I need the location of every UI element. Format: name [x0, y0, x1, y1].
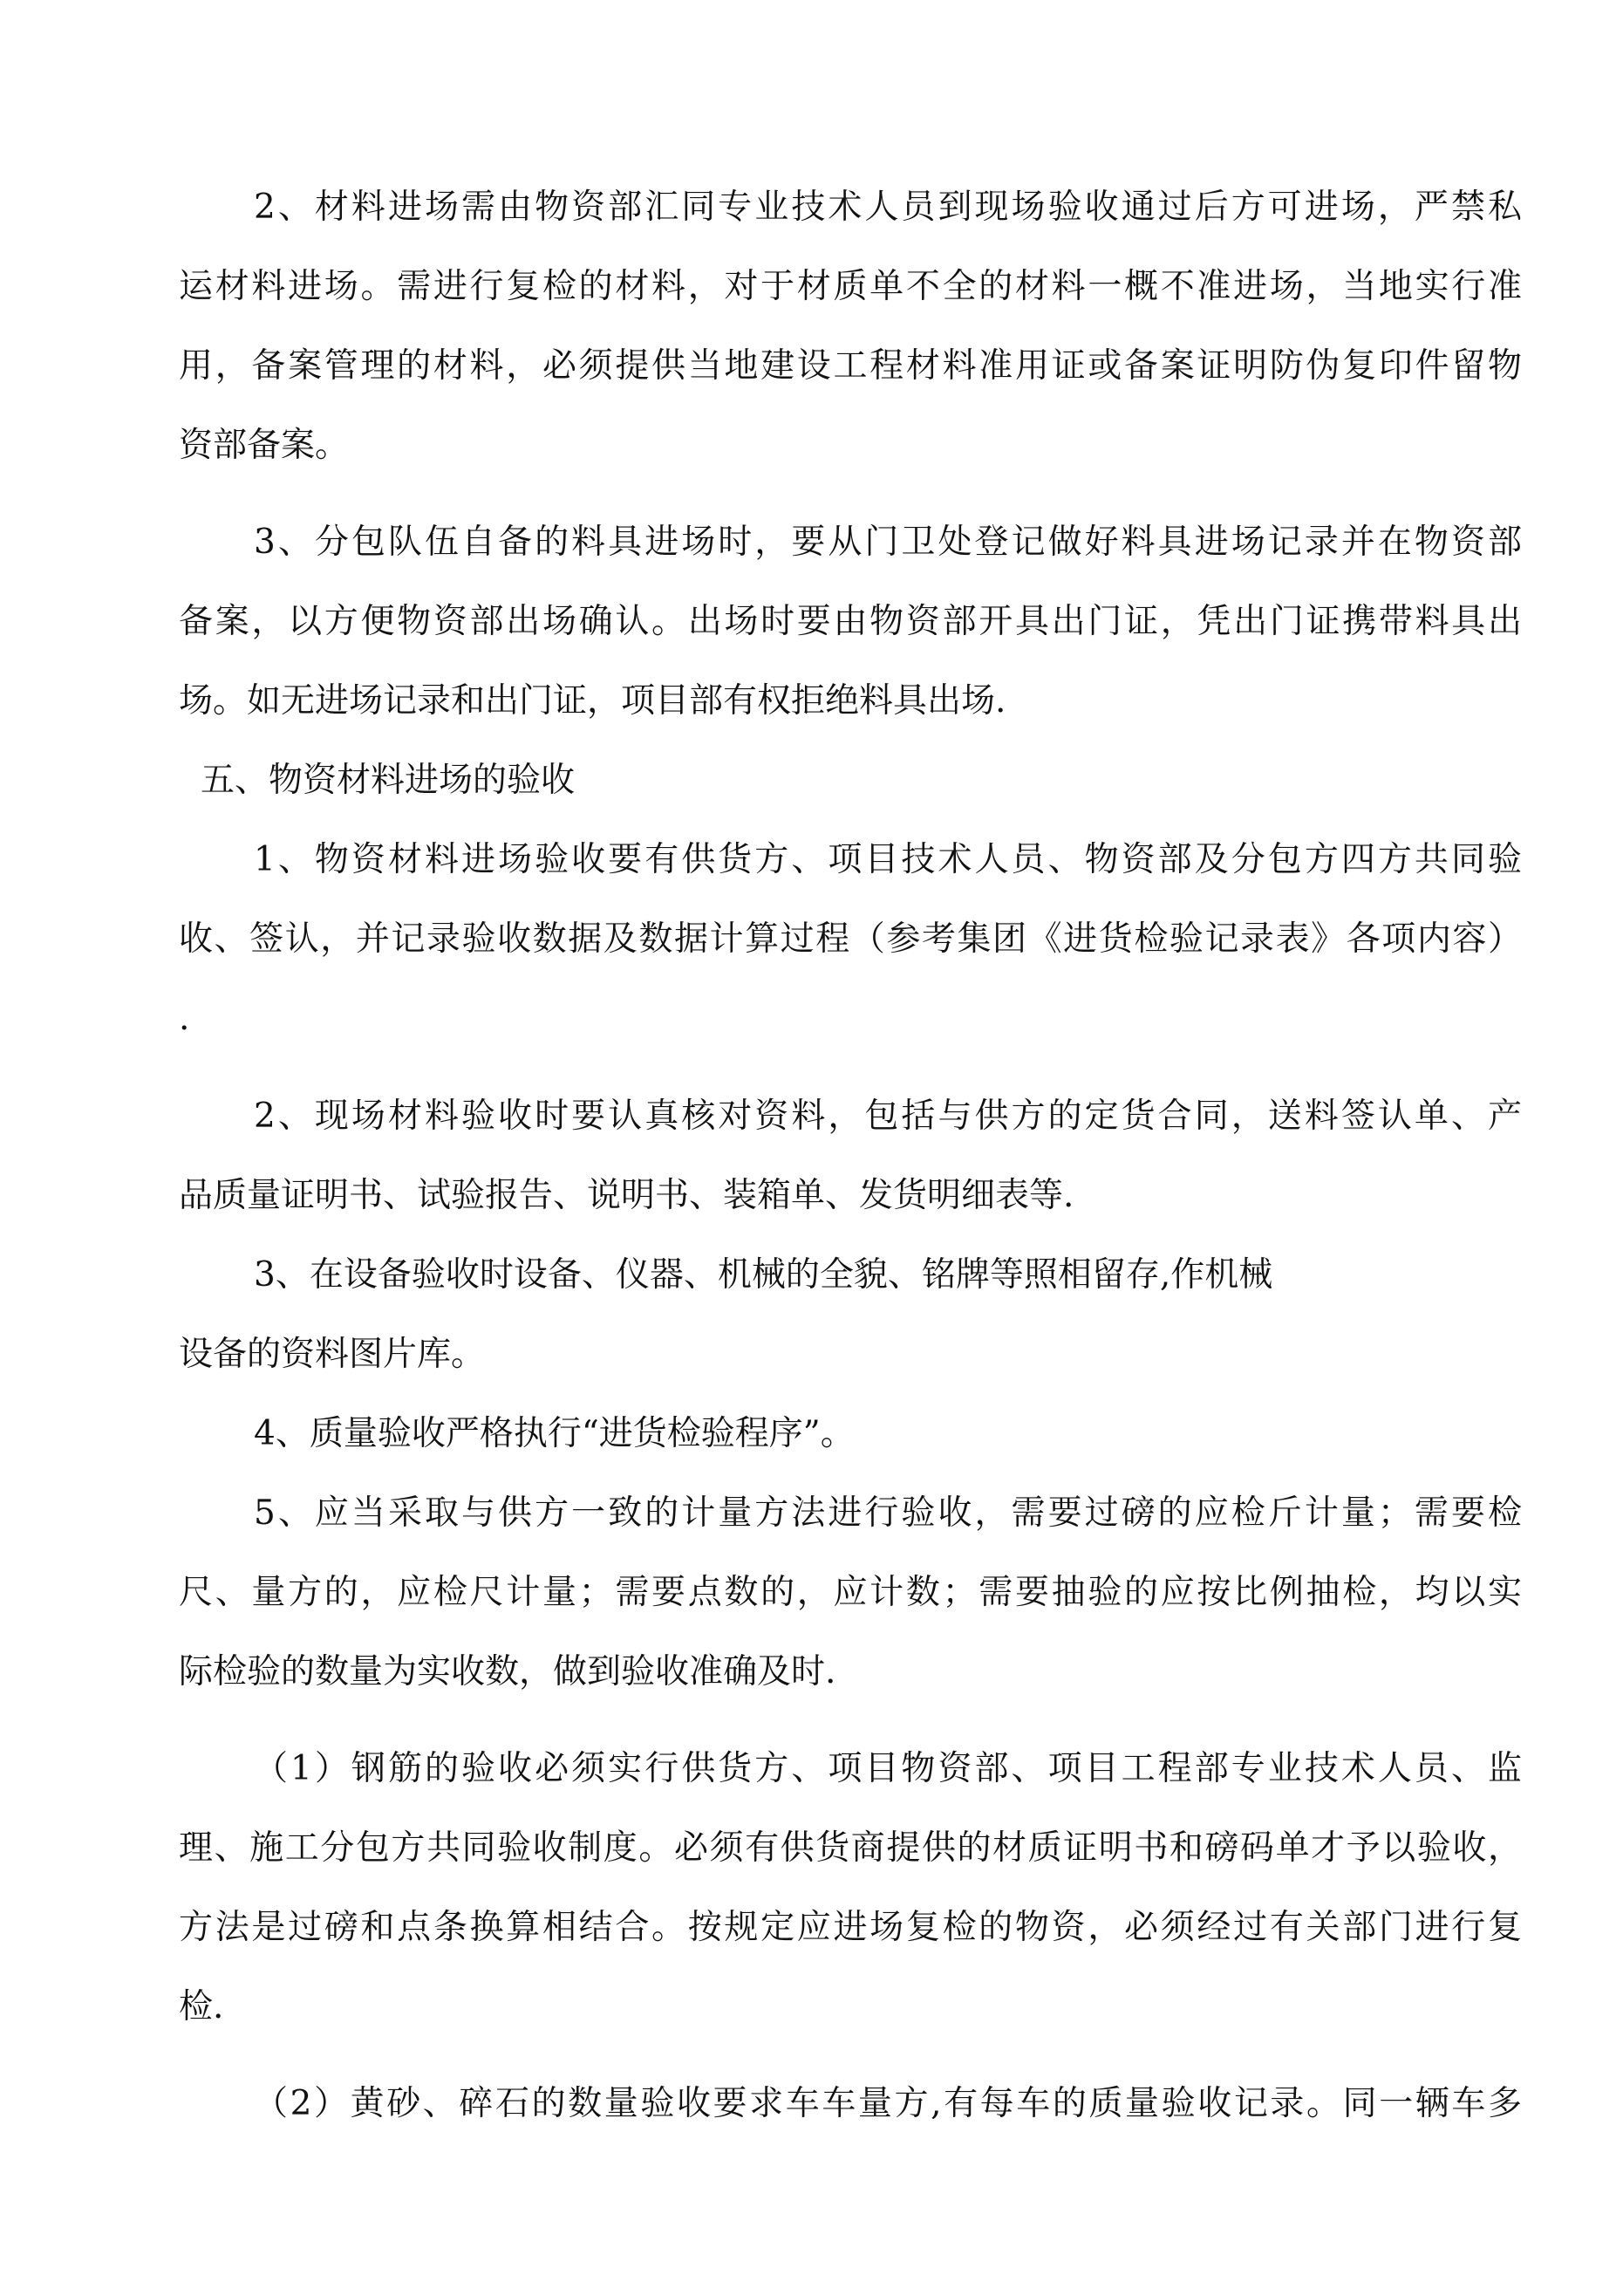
- section-item-1-line-3: .: [179, 999, 190, 1038]
- section-item-3-line-1: 3、在设备验收时设备、仪器、机械的全貌、铭牌等照相留存,作机械: [254, 1255, 1273, 1295]
- subitem-1-line-1: （1）钢筋的验收必须实行供货方、项目物资部、项目工程部专业技术人员、监: [254, 1749, 1522, 1788]
- subitem-1-line-2: 理、施工分包方共同验收制度。必须有供货商提供的材质证明书和磅码单才予以验收，: [179, 1828, 1522, 1868]
- paragraph-2-line-1: 2、材料进场需由物资部汇同专业技术人员到现场验收通过后方可进场，严禁私: [254, 188, 1522, 227]
- section-item-1-line-2: 收、签认，并记录验收数据及数据计算过程（参考集团《进货检验记录表》各项内容）: [179, 919, 1522, 959]
- subitem-1-line-3: 方法是过磅和点条换算相结合。按规定应进场复检的物资，必须经过有关部门进行复: [179, 1908, 1522, 1947]
- section-item-4-line-1: 4、质量验收严格执行“进货检验程序”。: [254, 1414, 855, 1453]
- section-item-1-line-1: 1、物资材料进场验收要有供货方、项目技术人员、物资部及分包方四方共同验: [254, 840, 1522, 879]
- section-item-2-line-1: 2、现场材料验收时要认真核对资料，包括与供方的定货合同，送料签认单、产: [254, 1097, 1522, 1136]
- section-item-5-line-2: 尺、量方的，应检尺计量；需要点数的，应计数；需要抽验的应按比例抽检，均以实: [179, 1573, 1522, 1612]
- section-item-3-line-2: 设备的资料图片库。: [179, 1335, 486, 1374]
- subitem-2-line-1: （2）黄砂、碎石的数量验收要求车车量方,有每车的质量验收记录。同一辆车多: [254, 2084, 1522, 2123]
- paragraph-3-line-3: 场。如无进场记录和出门证，项目部有权拒绝料具出场.: [179, 681, 1006, 721]
- section-heading: 五、物资材料进场的验收: [201, 761, 576, 800]
- paragraph-2-line-4: 资部备案。: [179, 426, 350, 465]
- section-item-2-line-2: 品质量证明书、试验报告、说明书、装箱单、发货明细表等.: [179, 1176, 1074, 1215]
- paragraph-3-line-1: 3、分包队伍自备的料具进场时，要从门卫处登记做好料具进场记录并在物资部: [254, 523, 1522, 562]
- paragraph-2-line-3: 用，备案管理的材料，必须提供当地建设工程材料准用证或备案证明防伪复印件留物: [179, 346, 1522, 386]
- paragraph-2-line-2: 运材料进场。需进行复检的材料，对于材质单不全的材料一概不准进场，当地实行准: [179, 267, 1522, 306]
- paragraph-3-line-2: 备案，以方便物资部出场确认。出场时要由物资部开具出门证，凭出门证携带料具出: [179, 602, 1522, 641]
- section-item-5-line-1: 5、应当采取与供方一致的计量方法进行验收，需要过磅的应检斤计量；需要检: [254, 1493, 1522, 1533]
- section-item-5-line-3: 际检验的数量为实收数，做到验收准确及时.: [179, 1652, 836, 1691]
- subitem-1-line-4: 检.: [179, 1987, 224, 2026]
